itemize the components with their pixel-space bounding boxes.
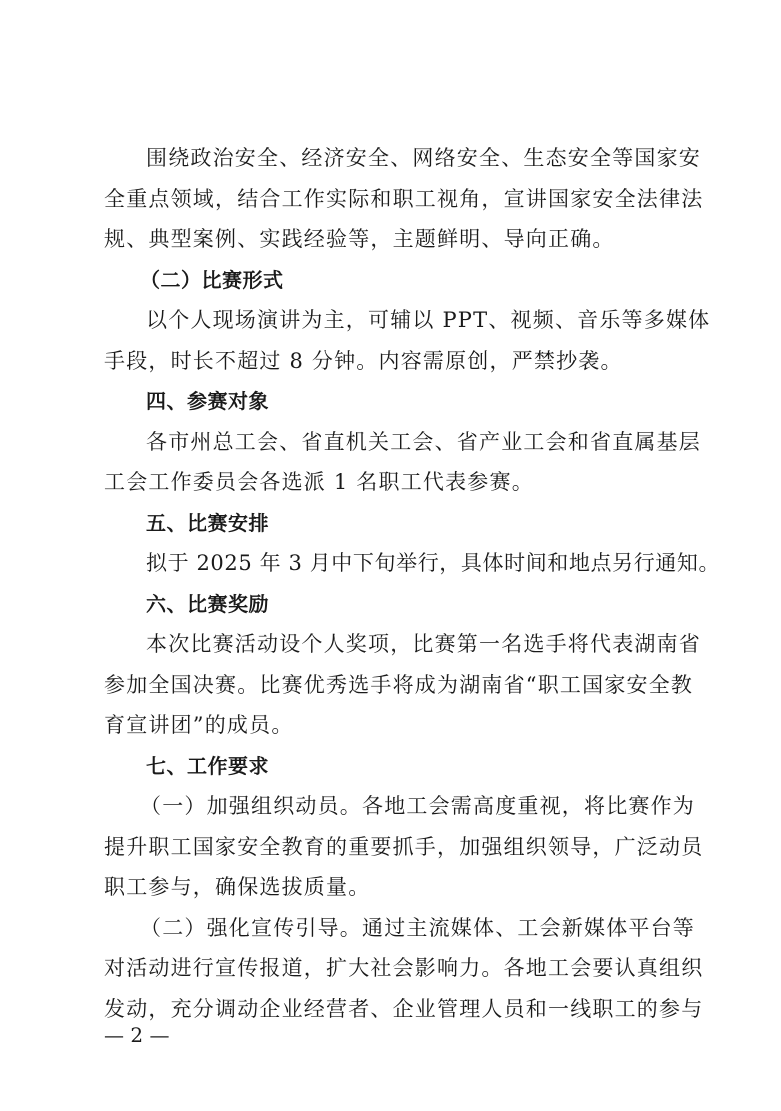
text-line: 提升职工国家安全教育的重要抓手，加强组织领导，广泛动员 [104, 834, 704, 859]
heading-awards: 六、比赛奖励 [146, 591, 269, 616]
heading-competition-format: （二）比赛形式 [140, 267, 284, 292]
paragraph-participants [104, 422, 701, 503]
page-number: — 2 — [104, 1023, 170, 1047]
text-line: 以个人现场演讲为主，可辅以 PPT、视频、音乐等多媒体 [146, 308, 711, 332]
heading-work-requirements: 七、工作要求 [146, 753, 269, 778]
paragraph-awards [104, 624, 701, 746]
text-line: （二）强化宣传引导。通过主流媒体、工会新媒体平台等 [140, 915, 695, 940]
text-line: 参加全国决赛。比赛优秀选手将成为湖南省“职工国家安全教 [104, 672, 694, 697]
text-line: 拟于 2025 年 3 月中下旬举行，具体时间和地点另行通知。 [146, 551, 721, 575]
text-line: 职工参与，确保选拔质量。 [104, 875, 371, 899]
text-line: 本次比赛活动设个人奖项，比赛第一名选手将代表湖南省 [146, 632, 701, 656]
paragraph-competition-format [104, 300, 711, 381]
paragraph-schedule [104, 543, 721, 584]
paragraph-security-topics [104, 138, 704, 260]
text-line: 各市州总工会、省直机关工会、省产业工会和省直属基层 [146, 429, 701, 454]
heading-participants: 四、参赛对象 [146, 389, 269, 413]
text-line: 围绕政治安全、经济安全、网络安全、生态安全等国家安 [146, 146, 701, 170]
text-line: 发动，充分调动企业经营者、企业管理人员和一线职工的参与 [104, 996, 704, 1021]
paragraph-organization [104, 786, 704, 908]
heading-schedule: 五、比赛安排 [146, 510, 269, 535]
text-line: 规、典型案例、实践经验等，主题鲜明、导向正确。 [104, 227, 615, 251]
text-line: 全重点领域，结合工作实际和职工视角，宣讲国家安全法律法 [104, 186, 704, 211]
text-line: 对活动进行宣传报道，扩大社会影响力。各地工会要认真组织 [104, 956, 704, 980]
text-line: （一）加强组织动员。各地工会需高度重视，将比赛作为 [140, 794, 695, 818]
paragraph-publicity [104, 908, 704, 1030]
text-line: 工会工作委员会各选派 1 名职工代表参赛。 [104, 470, 534, 494]
text-line: 手段，时长不超过 8 分钟。内容需原创，严禁抄袭。 [104, 348, 623, 373]
document-body [104, 138, 721, 1029]
text-line: 育宣讲团”的成员。 [104, 713, 294, 737]
